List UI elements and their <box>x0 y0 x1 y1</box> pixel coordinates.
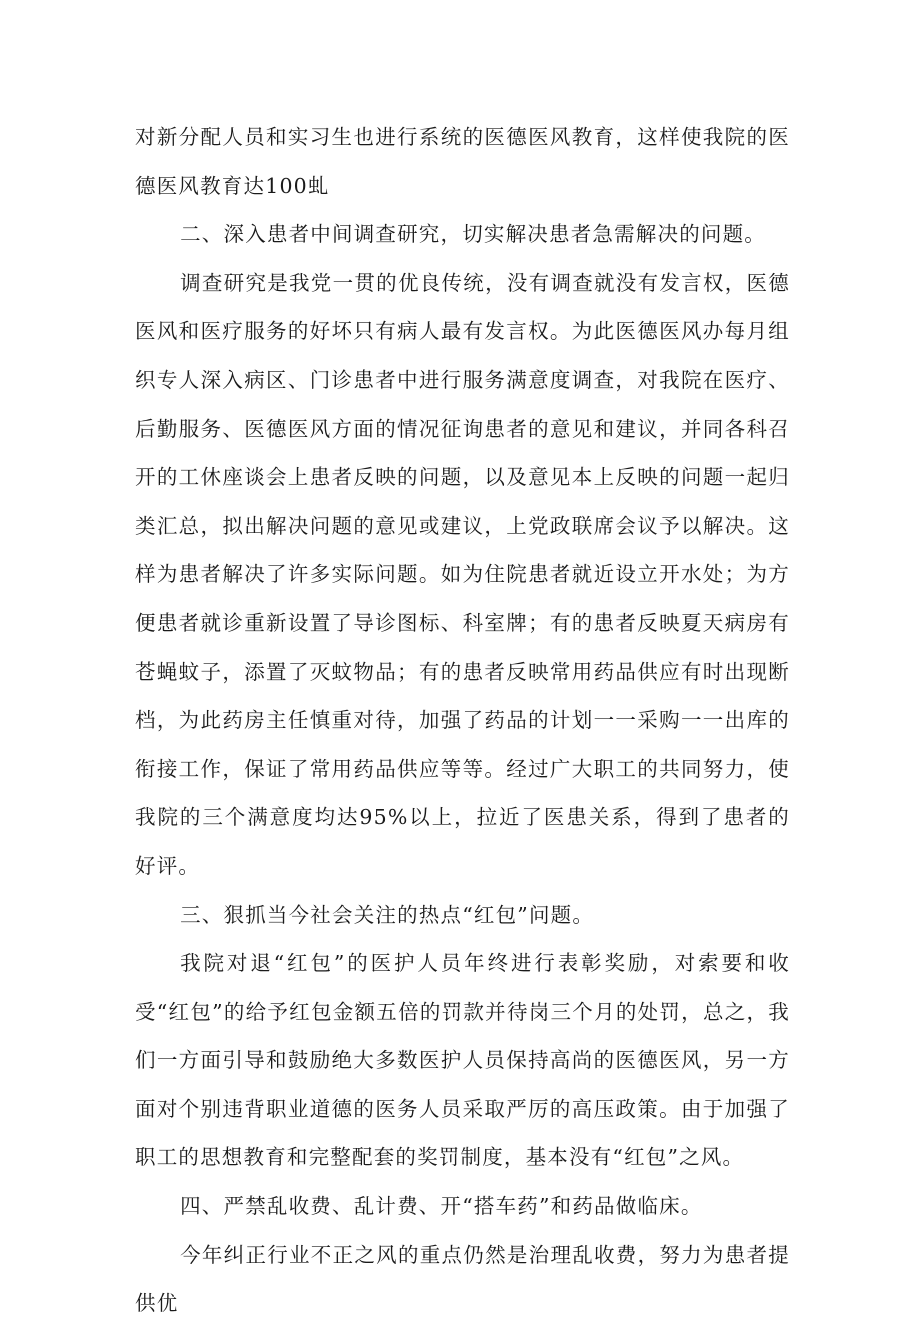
paragraph-fees: 今年纠正行业不正之风的重点仍然是治理乱收费，努力为患者提供优 <box>135 1242 790 1316</box>
document-body <box>135 113 790 1328</box>
paragraph-survey: 调查研究是我党一贯的优良传统，没有调查就没有发言权，医德医风和医疗服务的好坏只有病人最有发言权。为此医德医风办每月组织专人深入病区、门诊患者中进行服务满意度调查，对我院在医疗、后勤服务、医德医风方面的情况征询患者的意见和建议，并同各科召开的工休座谈会上患者反映的问题，以及意见本上反映的问题一起归类汇总，拟出解决问题的意见或建议，上党政联席会议予以解决。这样为患者解决了许多实际问题。如为住院患者就近设立开水处；为方便患者就诊重新设置了导诊图标、科室牌；有的患者反映夏天病房有苍蝇蚊子，添置了灭蚊物品；有的患者反映常用药品供应有时出现断档，为此药房主任慎重对待，加强了药品的计划一一采购一一出库的衔接工作，保证了常用药品供应等等。经过广大职工的共同努力，使我院的三个满意度均达95%以上，拉近了医患关系，得到了患者的好评。 <box>135 270 790 878</box>
paragraph-continuation: 对新分配人员和实习生也进行系统的医德医风教育，这样使我院的医德医风教育达100虬 <box>135 125 790 198</box>
section-heading-2: 二、深入患者中间调查研究，切实解决患者急需解决的问题。 <box>180 222 766 247</box>
paragraph-red-envelope: 我院对退“红包”的医护人员年终进行表彰奖励，对索要和收受“红包”的给予红包金额五倍的罚款并待岗三个月的处罚，总之，我们一方面引导和鼓励绝大多数医护人员保持高尚的医德医风，另一方面对个别违背职业道德的医务人员采取严厉的高压政策。由于加强了职工的思想教育和完整配套的奖罚制度，基本没有“红包”之风。 <box>135 951 790 1170</box>
section-heading-4: 四、严禁乱收费、乱计费、开“搭车药”和药品做临床。 <box>180 1194 703 1219</box>
section-heading-3: 三、狠抓当今社会关注的热点“红包”问题。 <box>180 902 595 927</box>
